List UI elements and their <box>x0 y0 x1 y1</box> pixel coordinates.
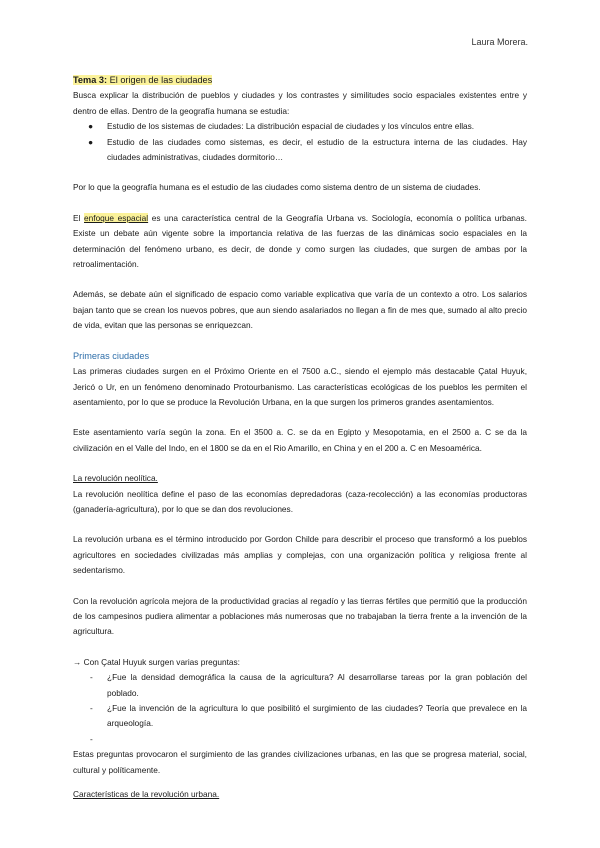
author-name: Laura Morera. <box>471 37 528 47</box>
bullet-icon: ● <box>88 136 94 147</box>
bullet-list <box>73 119 527 165</box>
paragraph-questions-intro: → Con Çatal Huyuk surgen varias preguntas: <box>73 656 240 667</box>
list-item: - ¿Fue la invención de la agricultura lo que posibilitó el surgimiento de las ciudades? Teoría que prevalece en la arqueología. <box>90 703 527 729</box>
dash-icon: - <box>90 703 93 713</box>
title-text: El origen de las ciudades <box>107 75 213 85</box>
paragraph-agricultural-revolution: Con la revolución agrícola mejora de la productividad gracias al regadío y las tierras fértiles que permitió que la producción de los campesinos pudiera alimentar a poblaciones más numerosas que no trabajaban la tierra frente a la invención de la agricultura. <box>73 595 527 637</box>
intro-paragraph: Busca explicar la distribución de pueblos y ciudades y los contrastes y similitudes socio espaciales existentes entre y dentro de ellas. Dentro de la geografía humana se estudia: <box>73 90 527 116</box>
list-item: ● Estudio de los sistemas de ciudades: La distribución espacial de ciudades y los vínculos entre ellas. <box>73 119 527 134</box>
list-item: - ¿Fue la densidad demográfica la causa de la agricultura? Al desarrollarse tareas por la gran población del poblado. <box>90 672 527 698</box>
title-prefix: Tema 3: <box>73 75 108 85</box>
paragraph-space-variable: Además, se debate aún el significado de espacio como variable explicativa que varía de un contexto a otro. Los salarios bajan tanto que se crean los nuevos pobres, que aun siendo asalariados no llegan a fin de mes que, sumado al alto precio de vida, evitan que las personas se enriquezcan. <box>73 289 527 331</box>
section-heading-characteristics: Características de la revolución urbana. <box>73 789 220 800</box>
dash-icon: - <box>90 733 93 744</box>
paragraph-neolithic: La revolución neolítica define el paso de las economías depredadoras (caza-recolección) a las economías productoras (ganadería-agricultura), por lo que se dan dos revoluciones. <box>73 488 527 514</box>
question-list <box>73 670 527 747</box>
highlighted-term: enfoque espacial <box>84 212 149 223</box>
paragraph-urban-revolution: La revolución urbana es el término introducido por Gordon Childe para describir el proceso que transformó a los pueblos agricultores en sociedades civilizadas más amplias y complejas, con una organización política y religiosa frente al sedentarismo. <box>73 534 527 576</box>
page-title <box>73 73 527 88</box>
paragraph-spatial-focus: El enfoque espacial es una característica central de la Geografía Urbana vs. Sociología, economía o política urbanas. Existe un debate aún vigente sobre la importancia relativa de las fuerzas de las dinámicas socio espaciales en la determinación del fenómeno urbano, es decir, de donde y como surgen las ciudades, que surgen de ambas por la retroalimentación. <box>73 212 527 270</box>
paragraph-settlement-dates: Este asentamiento varía según la zona. En el 3500 a. C. se da en Egipto y Mesopotamia, en el 2500 a. C se da la civilización en el Valle del Indo, en el 1800 se da en el Rio Amarillo, en China y en el 200 a. C en Mesoamérica. <box>73 427 527 453</box>
document-body <box>73 73 527 802</box>
section-heading-neolithic: La revolución neolítica. <box>73 473 158 484</box>
bullet-icon: ● <box>88 121 94 132</box>
list-item <box>73 732 527 747</box>
paragraph-first-cities: Las primeras ciudades surgen en el Próximo Oriente en el 7500 a.C., siendo el ejemplo más destacable Çatal Huyuk, Jericó o Ur, en un fenómeno denominado Protourbanismo. Las características ecológicas de los pueblos les permiten el asentamiento, por lo que se produce la Revolución Urbana, en la que surgen los primeros grandes asentamientos. <box>73 366 527 407</box>
paragraph-civilizations: Estas preguntas provocaron el surgimiento de las grandes civilizaciones urbanas, en las que se progresa material, social, cultural y políticamente. <box>73 749 527 775</box>
section-heading-primeras-ciudades: Primeras ciudades <box>73 350 150 361</box>
paragraph-geography: Por lo que la geografía humana es el estudio de las ciudades como sistema dentro de un sistema de ciudades. <box>73 182 481 193</box>
dash-icon: - <box>90 672 93 683</box>
list-item: ● Estudio de las ciudades como sistemas, es decir, el estudio de la estructura interna de las ciudades. Hay ciudades administrativas, ciudades dormitorio… <box>88 136 527 163</box>
